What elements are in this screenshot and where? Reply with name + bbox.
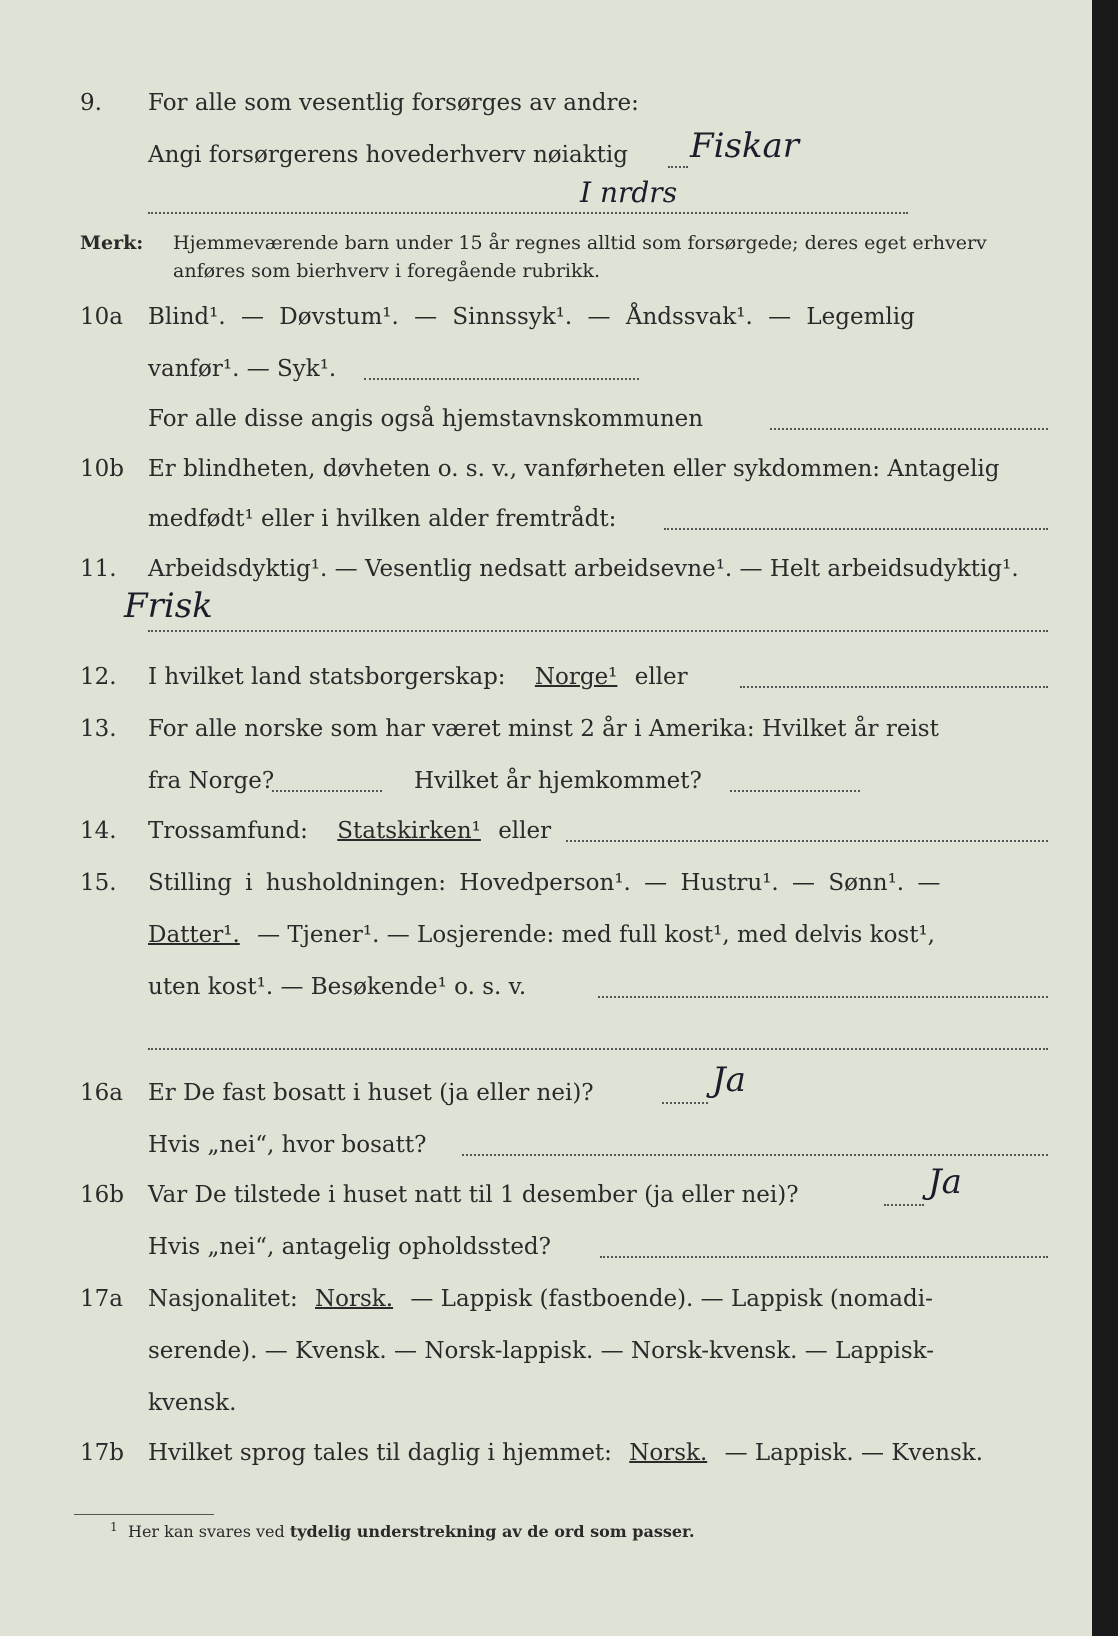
merk-line-1: Hjemmeværende barn under 15 år regnes alltid som forsørgede; deres eget erhverv	[173, 232, 987, 254]
q14-selected-statskirken[interactable]: Statskirken¹	[337, 818, 481, 844]
q10b-answer-line	[664, 528, 1048, 530]
q16a-bosatt-line	[462, 1154, 1048, 1156]
q10a-line-3: For alle disse angis også hjemstavnskommunen	[148, 406, 704, 432]
q17a-line-3: kvensk.	[148, 1390, 237, 1416]
q16a-number: 16a	[80, 1080, 123, 1106]
q16b-answer[interactable]: Ja	[928, 1162, 962, 1202]
q16b-answer-line	[884, 1204, 924, 1206]
q13-hjemkommet-line	[730, 790, 860, 792]
q12-eller: eller	[634, 664, 688, 690]
q13-line-2b: Hvilket år hjemkommet?	[414, 768, 702, 794]
q10a-home-line	[770, 428, 1048, 430]
q11-line-1: Arbeidsdyktig¹. — Vesentlig nedsatt arbeidsevne¹. — Helt arbeidsudyktig¹.	[148, 556, 1019, 582]
q15-answer-line	[598, 996, 1048, 998]
merk-label: Merk:	[80, 232, 144, 254]
q14-text	[148, 818, 551, 844]
q13-reist-line	[272, 790, 382, 792]
q12-selected-norge[interactable]: Norge¹	[534, 664, 618, 690]
q10a-line-2: vanfør¹. — Syk¹.	[148, 356, 337, 382]
q9-line-1: For alle som vesentlig forsørges av andre:	[148, 90, 639, 116]
q17b-selected-norsk[interactable]: Norsk.	[629, 1440, 708, 1466]
q15-text-2	[148, 922, 935, 948]
footnote-divider	[74, 1514, 214, 1515]
q14-label: Trossamfund:	[148, 818, 308, 844]
q16b-line-1: Var De tilstede i huset natt til 1 desember (ja eller nei)?	[148, 1182, 799, 1208]
q12-answer-line	[740, 686, 1048, 688]
q15-selected-datter[interactable]: Datter¹.	[148, 922, 240, 948]
q10b-line-2: medfødt¹ eller i hvilken alder fremtrådt:	[148, 506, 617, 532]
q17b-text	[148, 1440, 983, 1466]
q15-line-3: uten kost¹. — Besøkende¹ o. s. v.	[148, 974, 527, 1000]
q12-text	[148, 664, 688, 690]
q16a-line-2: Hvis „nei“, hvor bosatt?	[148, 1132, 427, 1158]
q9-answer-2[interactable]: I nrdrs	[580, 176, 678, 209]
footnote-text-a: Her kan svares ved	[128, 1522, 285, 1541]
q17a-line-1-rest: — Lappisk (fastboende). — Lappisk (nomadi-	[410, 1286, 933, 1312]
q11-answer[interactable]: Frisk	[124, 586, 213, 626]
q14-eller: eller	[498, 818, 552, 844]
q11-number: 11.	[80, 556, 117, 582]
q10a-number: 10a	[80, 304, 123, 330]
q17b-question: Hvilket sprog tales til daglig i hjemmet:	[148, 1440, 612, 1466]
q16a-answer-line	[662, 1102, 708, 1104]
q15-answer-line-2	[148, 1048, 1048, 1050]
q16a-answer[interactable]: Ja	[712, 1060, 746, 1100]
q9-answer-line	[668, 166, 688, 168]
footnote-text	[128, 1522, 695, 1541]
q11-answer-line	[148, 630, 1048, 632]
q12-question: I hvilket land statsborgerskap:	[148, 664, 506, 690]
q10b-number: 10b	[80, 456, 124, 482]
footnote-mark: 1	[110, 1520, 118, 1534]
q17a-number: 17a	[80, 1286, 123, 1312]
footnote-text-b: tydelig understrekning av de ord som passer.	[289, 1522, 695, 1541]
q15-line-2: — Tjener¹. — Losjerende: med full kost¹, med delvis kost¹,	[257, 922, 935, 948]
merk-line-2: anføres som bierhverv i foregående rubrikk.	[173, 260, 601, 282]
q13-line-2a: fra Norge?	[148, 768, 275, 794]
q16a-line-1: Er De fast bosatt i huset (ja eller nei)?	[148, 1080, 594, 1106]
q9-answer-line-2	[148, 212, 908, 214]
q17a-text-1	[148, 1286, 933, 1312]
q16b-line-2: Hvis „nei“, antagelig opholdssted?	[148, 1234, 551, 1260]
q9-answer[interactable]: Fiskar	[690, 126, 800, 166]
q16b-opholdssted-line	[600, 1256, 1048, 1258]
q10b-line-1: Er blindheten, døvheten o. s. v., vanførheten eller sykdommen: Antagelig	[148, 456, 1000, 482]
q12-number: 12.	[80, 664, 117, 690]
q17b-rest: — Lappisk. — Kvensk.	[724, 1440, 984, 1466]
q16b-number: 16b	[80, 1182, 124, 1208]
q9-number: 9.	[80, 90, 102, 116]
q14-number: 14.	[80, 818, 117, 844]
q17b-number: 17b	[80, 1440, 124, 1466]
q10a-line-1: Blind¹. — Døvstum¹. — Sinnssyk¹. — Åndssvak¹. — Legemlig	[148, 304, 915, 330]
q17a-line-2: serende). — Kvensk. — Norsk-lappisk. — Norsk-kvensk. — Lappisk-	[148, 1338, 934, 1364]
q15-line-1: Stilling i husholdningen: Hovedperson¹. — Hustru¹. — Sønn¹. —	[148, 870, 941, 896]
q15-number: 15.	[80, 870, 117, 896]
q9-line-2: Angi forsørgerens hovederhverv nøiaktig	[148, 142, 628, 168]
q13-line-1: For alle norske som har været minst 2 år i Amerika: Hvilket år reist	[148, 716, 939, 742]
q14-answer-line	[566, 840, 1048, 842]
q17a-label: Nasjonalitet:	[148, 1286, 298, 1312]
q13-number: 13.	[80, 716, 117, 742]
q17a-selected-norsk[interactable]: Norsk.	[315, 1286, 394, 1312]
q10a-answer-line	[364, 378, 639, 380]
